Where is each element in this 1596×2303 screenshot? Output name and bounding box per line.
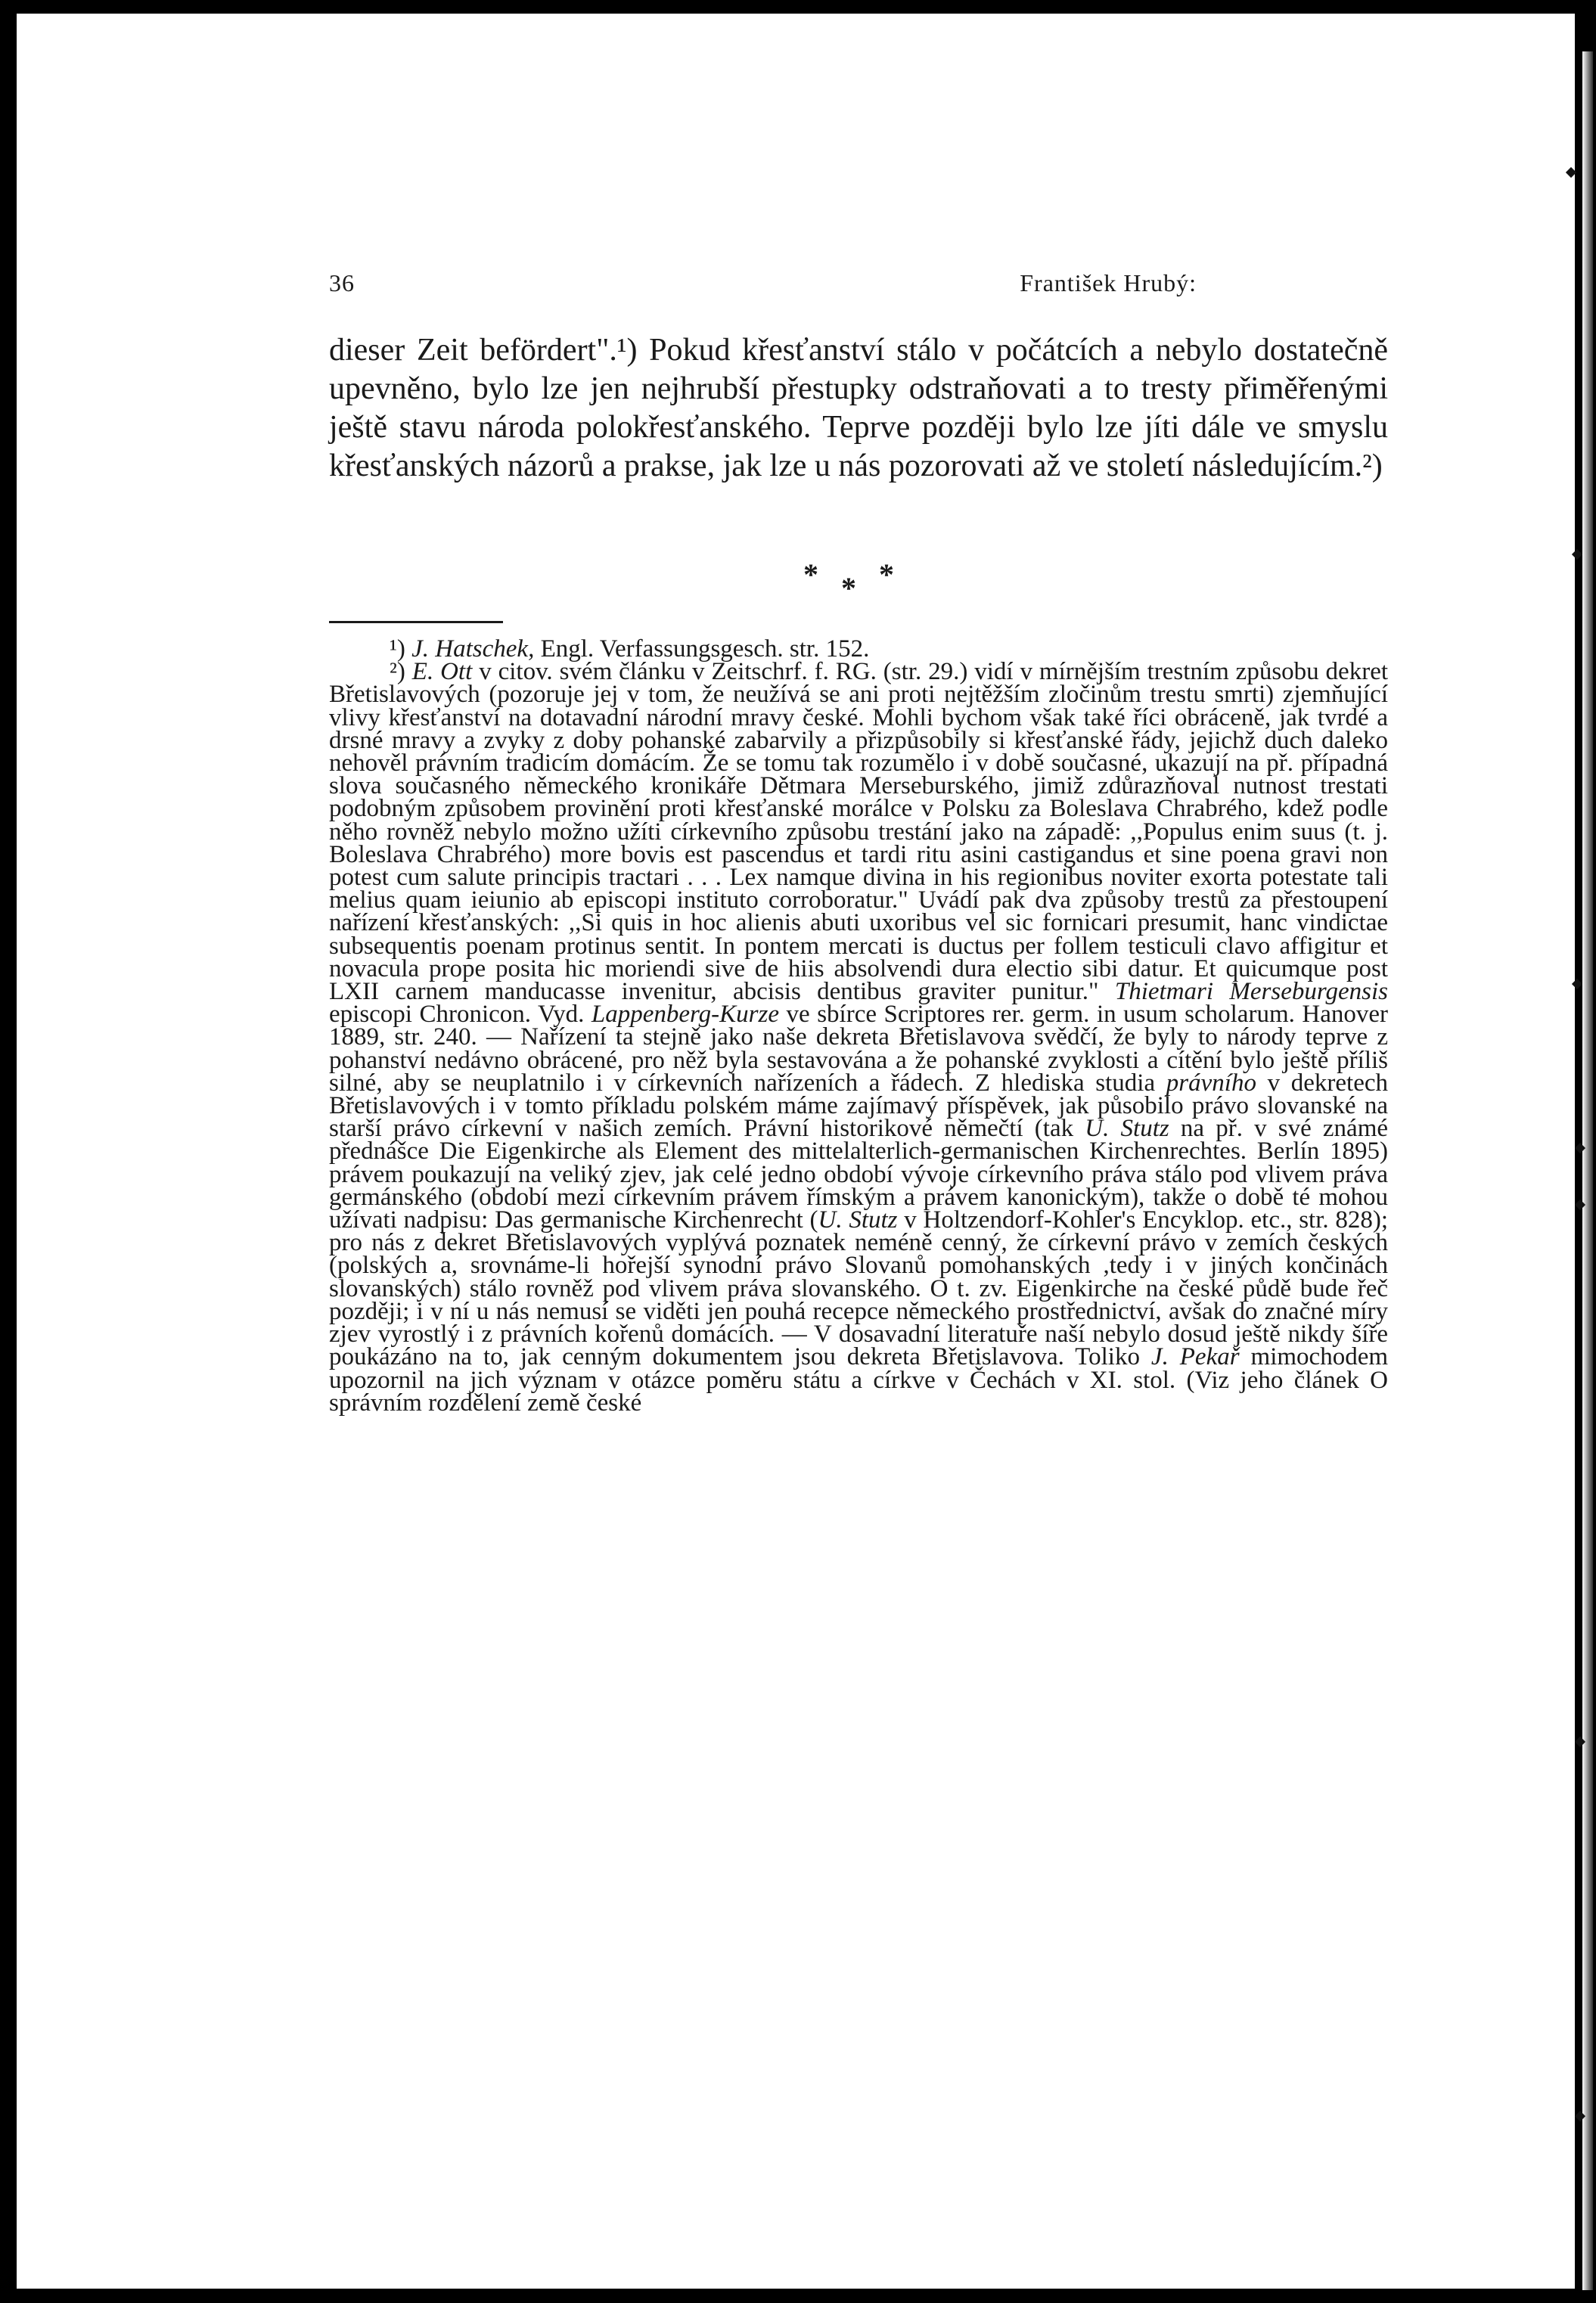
footnote-text: ve sbírce Scriptores rer. germ. in usum scholarum. Hanover 1889, str. 240. — Nařízení ta stejně jako naše dekreta Břetislavova svědčí, že byly to národy teprve z pohanství nedávno obrácené, pro něž byla sestavována a že pohanské zvyklosti a cítění bylo ještě příliš silné, aby se neuplatnilo i v církevních nařízeních a řádech. Z hlediska studia: [329, 1001, 1388, 1097]
footnote-italic: J. Pekař: [1150, 1343, 1240, 1371]
separator-star: *: [841, 571, 856, 605]
footnote-italic: Lappenberg-Kurze: [591, 1001, 780, 1029]
footnote-text: v Holtzendorf-Kohler's Encyklop. etc., str. 828); pro nás z dekret Břetislavových vyplývá poznatek neméně cenný, že církevní právo v zemích českých (polských a, srovnáme-li hořejší synodní právo Slovanů pomohanských ,tedy i v jiných končinách slovanských) stálo rovněž pod vlivem práva slovanského. O t. zv. Eigenkirche na české půdě bude řeč později; i v ní u nás nemusí se viděti jen pouhá recepce německého prostřednictví, avšak do značné míry zjev vyrostlý i z právních kořenů domácích. — V dosavadní literatuře naší nebylo dosud ještě nikdy šíře poukázáno na to, jak cenným dokumentem jsou dekreta Břetislavova. Toliko: [329, 1206, 1388, 1371]
footnote-1: [329, 635, 1388, 663]
footnote-italic: U. Stutz: [1085, 1115, 1169, 1143]
margin-mark: [1572, 549, 1582, 560]
footnote-italic: Thietmari Merseburgensis: [1114, 978, 1389, 1006]
footnote-text: mimochodem upozornil na jich význam v otázce poměru státu a církve v Čechách v XI. stol. (Viz jeho článek O správním rozdělení země české: [329, 1343, 1389, 1417]
footnote-text: v citov. svém článku v Zeitschrf. f. RG. (str. 29.) vidí v mírnějším trestním způsobu dekret Břetislavových (pozoruje jej v tom, že neužívá se ani proti nejtěžším zločinům trestu smrti) zjemňující vlivy křesťanství na dotavadní národní mravy české. Mohli bychom však také říci obráceně, jak tvrdé a drsné mravy a zvyky z doby pohanské zabarvily a přizpůsobily si křesťanské řády, jejichž duch daleko nehověl právním tradicím domácím. Že se tomu tak rozumělo i v době současné, ukazují na př. případná slova současného německého kronikáře Dětmara Merseburského, jimiž zdůrazňoval nutnost trestati podobným způsobem provinění proti křesťanské morálce v Polsku za Boleslava Chrabrého, kdež podle něho rovněž nebylo možno užíti církevního způsobu trestání jako na západě: ,,Populus enim suus (t. j. Boleslava Chrabrého) more bovis est pascendus et tardi ritu asini castigandus et sine poena gravi non potest cum salute principis tractari . . . Lex namque divina in his regionibus noviter exorta potestate tali melius quam ieiunio ab episcopi instituto corroboratur." Uvádí pak dva způsoby trestů za přestoupení nařízení křesťanských: ,,Si quis in hoc alienis abuti uxoribus vel sic fornicari presumit, hanc vindictae subsequentis poenam protinus sentit. In pontem mercati is ductus per follem testiculi clavo affigitur et novacula prope posita hic moriendi sive de hiis absolvendi dura electio sibi datur. Et quicumque post LXII carnem manducasse invenitur, abcisis dentibus graviter punitur.": [329, 658, 1389, 1006]
footnote-text: na př. v své známé přednášce Die Eigenkirche als Element des mittelalterlich-germanischen Kirchenrechtes. Berlín 1895) právem poukazují na veliký zjev, jak celé jedno období vývoje církevního práva stálo pod vlivem práva germánského (období mezi církevním právem římským a právem kanonickým), takže o době té mohou užívati nadpisu: Das germanische Kirchenrecht (: [329, 1115, 1389, 1234]
scanned-page: [17, 14, 1575, 2289]
footnote-italic: právního: [1166, 1069, 1256, 1097]
main-paragraph: dieser Zeit befördert".¹) Pokud křesťanství stálo v počátcích a nebylo dostatečně upevněno, bylo lze jen nejhrubší přestupky odstraňovati a to tresty přiměřenými ještě stavu národa polokřesťanského. Teprve později bylo lze jíti dále ve smyslu křesťanských názorů a prakse, jak lze u nás pozorovati až ve století následujícím.²): [329, 333, 1388, 483]
footnotes: [329, 635, 1389, 1417]
footnote-author: J. Hatschek,: [411, 635, 535, 663]
separator-star: *: [879, 557, 894, 591]
footnote-italic: U. Stutz: [818, 1206, 898, 1234]
margin-mark: [1566, 167, 1576, 178]
page-number: 36: [329, 269, 355, 296]
main-text: [329, 331, 1388, 486]
separator-star: *: [803, 557, 818, 591]
footnote-marker: ¹): [390, 635, 405, 663]
page-edge-shadow: [1582, 51, 1593, 2290]
footnote-rule: [329, 621, 503, 623]
section-separator: [803, 557, 955, 610]
margin-mark: [1572, 979, 1582, 989]
footnote-text: v dekretech Břetislavových i v tomto příkladu polském máme zajímavý příspěvek, jak působilo právo slovanské na starší právo církevní v našich zemích. Právní historikové němečtí (tak: [329, 1069, 1389, 1143]
footnote-author: E. Ott: [411, 658, 473, 686]
page-header: [17, 269, 1575, 303]
footnote-2: [329, 658, 1389, 1417]
footnote-text: Engl. Verfassungsgesch. str. 152.: [540, 635, 870, 663]
running-title: František Hrubý:: [1020, 269, 1197, 296]
footnote-text: episcopi Chronicon. Vyd.: [329, 1001, 585, 1029]
footnote-marker: ²): [390, 658, 405, 686]
